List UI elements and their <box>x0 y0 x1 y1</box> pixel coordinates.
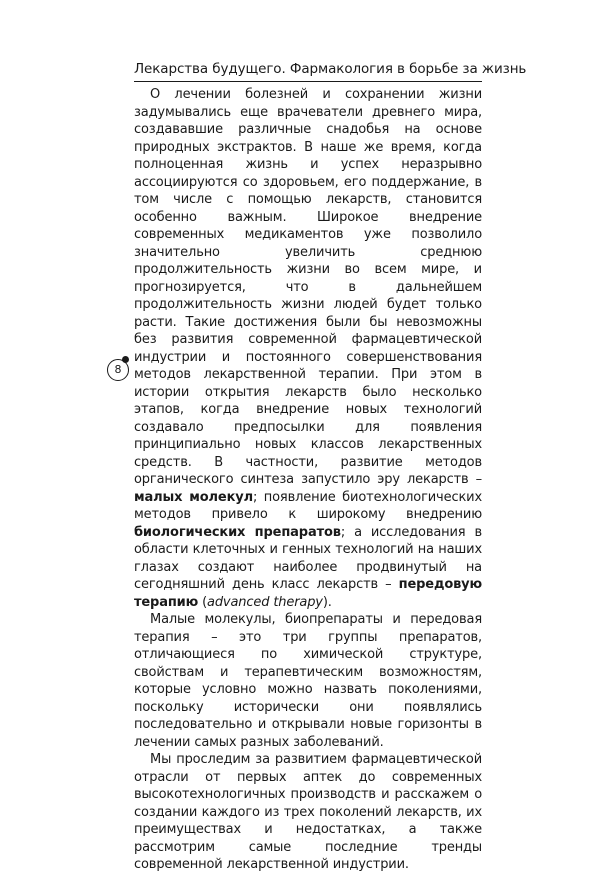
text-run-normal: ; появление биотехнологических методов привело к широкому внедрению <box>134 489 482 522</box>
text-run-normal: Малые молекулы, биопрепараты и передовая терапия – это три группы препаратов, отличающиеся по химической структуре, свойствам и терапевтическим возможностям, которые условно можно назвать поколениями, поскольку исторически они появлялись последовательно и открывали новые горизонты в лечении самых разных заболеваний. <box>134 612 482 750</box>
paragraph-1 <box>134 86 482 611</box>
body-text <box>134 86 482 874</box>
page-number: 8 <box>114 363 122 376</box>
paragraph-3 <box>134 751 482 874</box>
running-title: Лекарства будущего. Фармакология в борьбе за жизнь <box>134 61 527 77</box>
text-run-normal: ). <box>322 594 332 610</box>
text-run-italic: advanced therapy <box>207 594 323 610</box>
text-run-bold: малых молекул <box>134 489 253 505</box>
text-run-bold: передовую терапию <box>134 577 482 610</box>
text-run-normal: ( <box>198 594 208 610</box>
header-rule <box>134 81 482 82</box>
paragraph-2 <box>134 611 482 751</box>
page-badge-dot <box>122 356 129 363</box>
text-run-normal: ; а исследования в области клеточных и генных технологий на наших глазах создают наиболее продвинутый на сегодняшний день класс лекарств – <box>134 524 482 592</box>
text-run-normal: О лечении болезней и сохранении жизни задумывались еще врачеватели древнего мира, создававшие различные снадобья на основе природных экстрактов. В наше же время, когда полноценная жизнь и успех неразрывно ассоциируются со здоровьем, его поддержание, в том числе с помощью лекарств, становится особенно важным. Широкое внедрение современных медикаментов уже позволило значительно увеличить среднюю продолжительность жизни во всем мире, и прогнозируется, что в дальнейшем продолжительность жизни людей будет только расти. Такие достижения были бы невозможны без развития современной фармацевтической индустрии и постоянного совершенствования методов лекарственной терапии. При этом в истории открытия лекарств было несколько этапов, когда внедрение новых технологий создавало предпосылки для появления принципиально новых классов лекарственных средств. В частности, развитие методов органического синтеза запустило эру лекарств – <box>134 87 482 487</box>
text-run-bold: биологических препаратов <box>134 524 341 540</box>
page-number-badge <box>107 359 129 381</box>
text-run-normal: Мы проследим за развитием фармацевтической отрасли от первых аптек до современных высокотехнологичных производств и расскажем о создании каждого из трех поколений лекарств, их преимуществах и недостатках, а также рассмотрим самые последние тренды современной лекарственной индустрии. <box>134 752 482 872</box>
